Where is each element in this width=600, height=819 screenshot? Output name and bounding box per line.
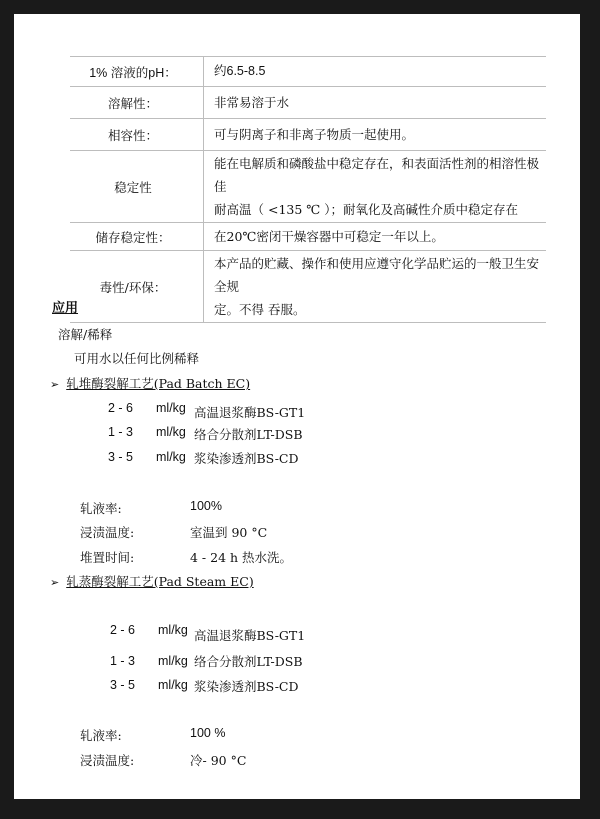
recipe-amount: 2 - 6: [110, 623, 136, 637]
condition-value: 100 %: [190, 726, 226, 740]
property-value-line: 耐高温（ <135 ℃ ）；耐氧化及高碱性介质中稳定存在: [214, 202, 518, 217]
property-key: 毒性/环保：: [70, 251, 204, 323]
process-heading: [50, 572, 254, 590]
condition-label: 浸渍温度:: [80, 525, 135, 540]
table-row: [70, 151, 546, 223]
recipe-product: 高温退浆酶BS-GT1: [194, 628, 306, 643]
property-value: [204, 251, 547, 323]
table-row: [70, 223, 546, 251]
property-value-line: 定。不得 吞服。: [214, 302, 306, 317]
property-key: 溶解性：: [70, 87, 204, 119]
property-value: 在20℃密闭干燥容器中可稳定一年以上。: [204, 223, 547, 251]
recipe-unit: ml/kg: [158, 654, 188, 668]
dissolve-text: 可用水以任何比例稀释: [74, 351, 200, 366]
table-row: [70, 119, 546, 151]
table-row: [70, 57, 546, 87]
property-value-line: 本产品的贮藏、操作和使用应遵守化学品贮运的一般卫生安全规: [214, 256, 540, 294]
property-key: 相容性：: [70, 119, 204, 151]
recipe-product: 浆染渗透剂BS-CD: [194, 451, 299, 466]
table-row: [70, 251, 546, 323]
condition-label: 轧液率:: [80, 501, 122, 516]
recipe-product: 络合分散剂LT-DSB: [194, 427, 303, 442]
recipe-unit: ml/kg: [156, 450, 186, 464]
document-page: [14, 14, 580, 799]
dissolve-title: 溶解/稀释: [58, 327, 113, 342]
recipe-unit: ml/kg: [156, 401, 186, 415]
recipe-amount: 1 - 3: [108, 425, 134, 439]
recipe-amount: 3 - 5: [108, 450, 134, 464]
property-value-line: 能在电解质和磷酸盐中稳定存在，和表面活性剂的相溶性极佳: [214, 156, 540, 194]
condition-label: 堆置时间:: [80, 550, 135, 565]
properties-table: [70, 56, 546, 323]
process-title: 轧堆酶裂解工艺(Pad Batch EC): [66, 376, 251, 391]
recipe-amount: 1 - 3: [110, 654, 136, 668]
section-title-application: 应用: [52, 301, 79, 316]
recipe-product: 高温退浆酶BS-GT1: [194, 405, 306, 420]
condition-value: 4 - 24 h 热水洗。: [190, 550, 293, 565]
property-key: 稳定性: [70, 151, 204, 223]
arrow-right-icon: ➢: [50, 378, 60, 391]
recipe-unit: ml/kg: [156, 425, 186, 439]
condition-label: 轧液率:: [80, 728, 122, 743]
recipe-unit: ml/kg: [158, 623, 188, 637]
arrow-right-icon: ➢: [50, 576, 60, 589]
recipe-amount: 3 - 5: [110, 678, 136, 692]
condition-label: 浸渍温度:: [80, 753, 135, 768]
property-key: 储存稳定性：: [70, 223, 204, 251]
property-value: 可与阴离子和非离子物质一起使用。: [204, 119, 547, 151]
table-row: [70, 87, 546, 119]
property-value: 非常易溶于水: [204, 87, 547, 119]
recipe-amount: 2 - 6: [108, 401, 134, 415]
property-value: 约6.5-8.5: [204, 57, 547, 87]
process-title: 轧蒸酶裂解工艺(Pad Steam EC): [66, 574, 254, 589]
recipe-product: 浆染渗透剂BS-CD: [194, 679, 299, 694]
condition-value: 冷- 90 °C: [190, 753, 247, 768]
condition-value: 室温到 90 °C: [190, 525, 268, 540]
process-heading: [50, 374, 250, 392]
property-key: 1% 溶液的pH：: [70, 57, 204, 87]
condition-value: 100%: [190, 499, 222, 513]
recipe-unit: ml/kg: [158, 678, 188, 692]
recipe-product: 络合分散剂LT-DSB: [194, 654, 303, 669]
property-value: [204, 151, 547, 223]
